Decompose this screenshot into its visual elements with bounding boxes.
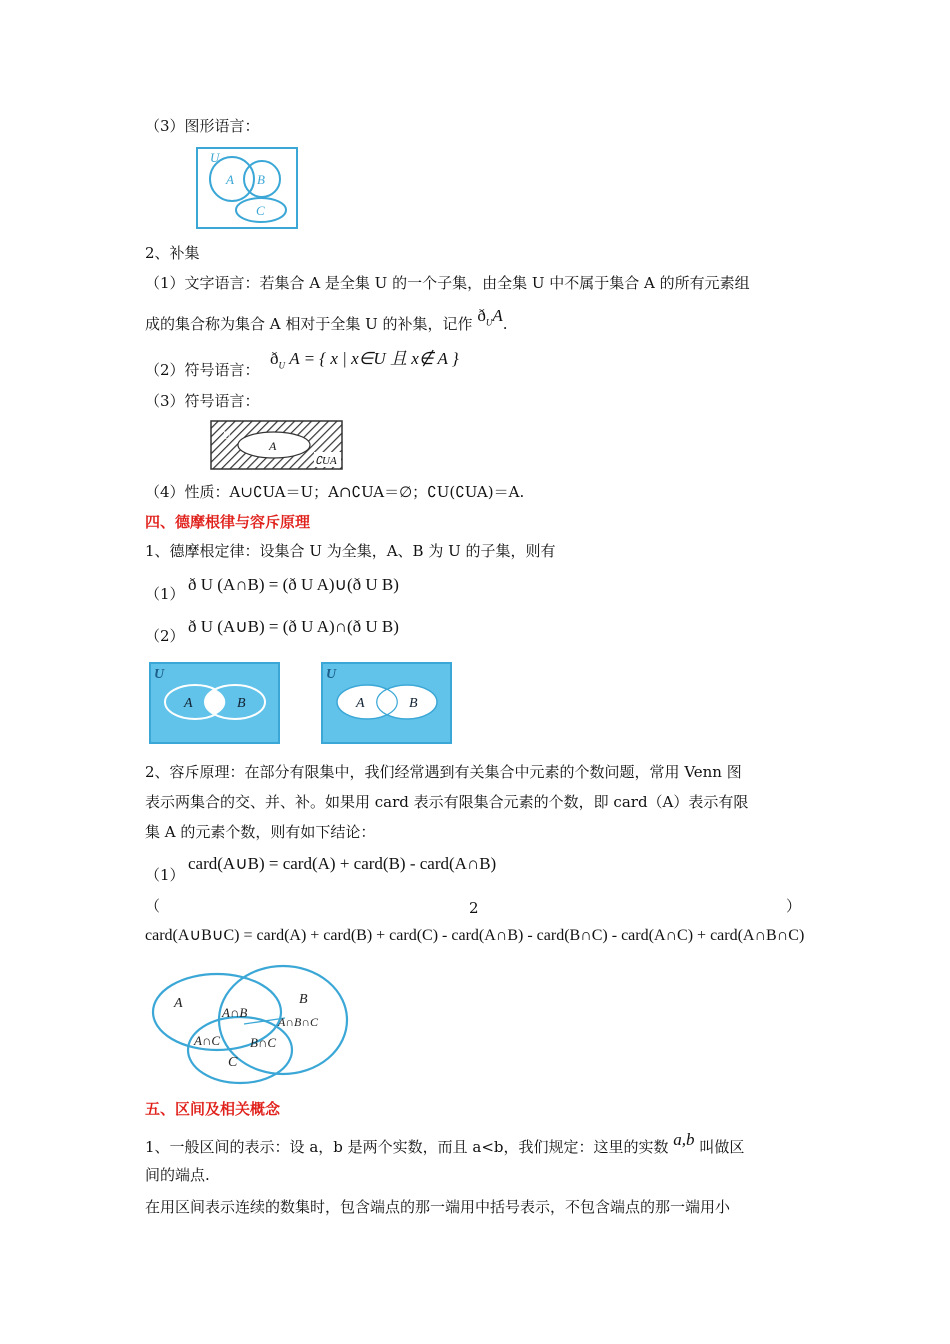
formula-2-number: 2 [469,899,479,917]
venn-abc-figure [196,146,300,230]
complement-notation: $ð_UA$ [477,306,503,328]
period: . [502,315,508,333]
de-morgan-law-2-label: （2） [145,627,185,645]
venn-u-label: U [210,150,220,165]
symbol-language-label: （2）符号语言： [145,361,260,379]
graphic-language-label-2: （3）符号语言： [145,392,260,410]
fig2-b-label: B [409,696,418,711]
complement-text-2-body: 成的集合称为集合 A 相对于全集 U 的补集，记作 [145,315,473,333]
fig2-u-label: U [326,667,337,682]
interval-endpoints-ab: a,b [673,1130,695,1149]
complement-cua-label: ∁UA [315,455,337,467]
inclusion-exclusion-text-3: 集 A 的元素个数，则有如下结论： [145,823,376,841]
venn3-c-label: C [228,1055,238,1070]
venn-b-label: B [257,172,265,187]
venn3-bc-label: B∩C [250,1035,276,1050]
complement-symbol-formula: $ð_U$ A = { x | x∈U 且 x∉ A } [270,349,459,371]
interval-text-2: 间的端点. [145,1166,210,1184]
section-4-heading: 四、德摩根律与容斥原理 [145,513,311,531]
venn3-ab-label: A∩B [222,1005,248,1020]
inclusion-exclusion-text-2: 表示两集合的交、并、补。如果用 card 表示有限集合元素的个数，即 card（A）表示有限 [145,793,749,811]
venn-a-label: A [226,172,234,187]
venn3-a-label: A [174,996,183,1011]
interval-text-1a: 1、一般区间的表示：设 a，b 是两个实数，而且 a<b，我们规定：这里的实数 [145,1138,669,1156]
formula-2: card(A∪B∪C) = card(A) + card(B) + card(C) - card(A∩B) - card(B∩C) - card(A∩C) + card(A∩B∩C) [145,927,805,944]
de-morgan-figure-1 [149,662,281,744]
de-morgan-law-1: ð U (A∩B) = (ð U A)∪(ð U B) [188,575,399,594]
complement-figure [210,420,344,472]
venn3-ac-label: A∩C [194,1033,220,1048]
section-5-heading: 五、区间及相关概念 [145,1100,281,1118]
fig1-b-label: B [237,696,246,711]
venn-c-label: C [256,203,265,218]
formula-2-close: ） [786,897,802,915]
complement-a-label: A [269,439,277,453]
de-morgan-law-1-label: （1） [145,585,185,603]
interval-text-1 [145,1130,745,1158]
complement-u-label: U [222,428,231,442]
de-morgan-law-2: ð U (A∪B) = (ð U A)∩(ð U B) [188,617,399,636]
de-morgan-intro: 1、德摩根定律：设集合 U 为全集，A、B 为 U 的子集，则有 [145,542,556,560]
formula-1-label: （1） [145,866,185,884]
formula-2-open: （ [145,897,161,915]
venn-three-sets-figure [150,962,350,1086]
venn3-b-label: B [299,992,308,1007]
fig1-u-label: U [154,667,165,682]
interval-text-1b: 叫做区 [699,1138,745,1156]
formula-1: card(A∪B) = card(A) + card(B) - card(A∩B) [188,854,497,873]
venn3-abc-label: A∩B∩C [278,1015,318,1029]
de-morgan-figure-2 [321,662,453,744]
graphic-language-label: （3）图形语言： [145,117,260,135]
interval-text-3: 在用区间表示连续的数集时，包含端点的那一端用中括号表示，不包含端点的那一端用小 [145,1198,731,1216]
complement-title: 2、补集 [145,244,200,262]
complement-text-2 [145,306,508,341]
inclusion-exclusion-text-1: 2、容斥原理：在部分有限集中，我们经常遇到有关集合中元素的个数问题，常用 Venn 图 [145,763,742,781]
fig2-a-label: A [356,696,365,711]
complement-text-1: （1）文字语言：若集合 A 是全集 U 的一个子集，由全集 U 中不属于集合 A 的所有元素组 [145,274,750,292]
fig1-a-label: A [184,696,193,711]
complement-properties: （4）性质：A∪∁UA＝U；A∩∁UA＝∅；∁U(∁UA)＝A. [145,483,525,501]
